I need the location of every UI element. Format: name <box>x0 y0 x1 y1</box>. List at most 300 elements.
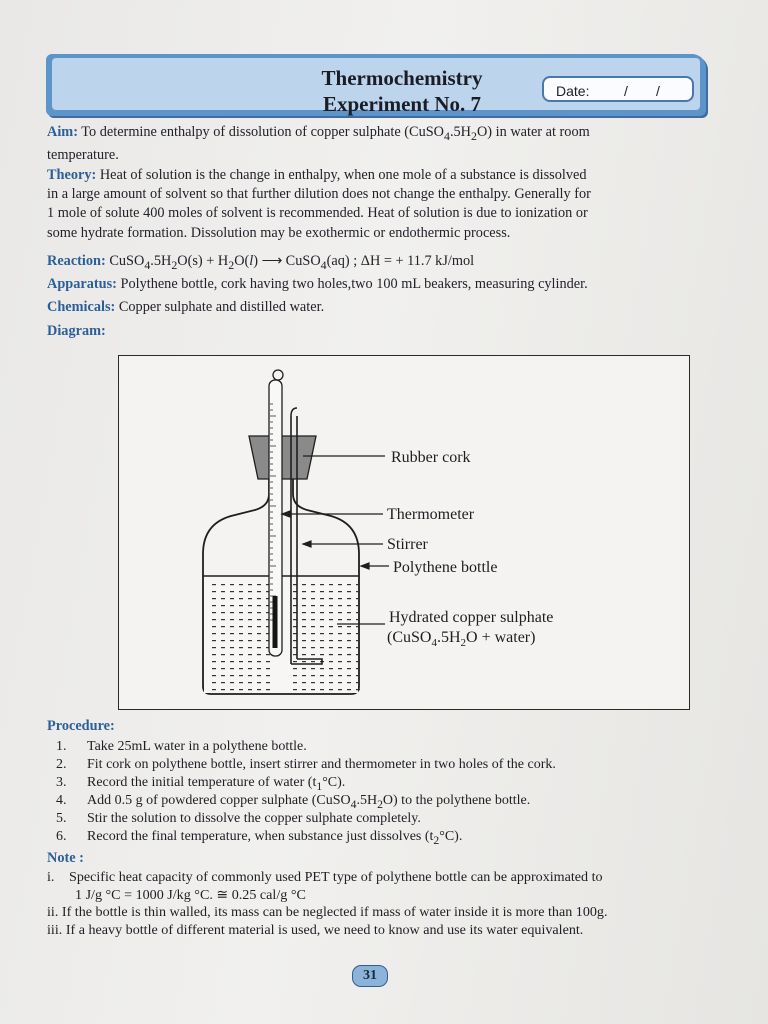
note-number: i. <box>47 869 55 885</box>
solution-particle <box>221 689 225 690</box>
solution-particle <box>239 626 243 627</box>
solution-particle <box>302 598 306 599</box>
solution-particle <box>302 633 306 634</box>
solution-particle <box>356 626 360 627</box>
solution-particle <box>338 591 342 592</box>
step-text: Stir the solution to dissolve the copper sulphate completely. <box>87 811 421 827</box>
solution-particle <box>311 675 315 676</box>
solution-particle <box>356 675 360 676</box>
solution-particle <box>230 668 234 669</box>
stirrer-hook <box>291 408 297 416</box>
solution-particle <box>311 584 315 585</box>
solution-particle <box>248 626 252 627</box>
solution-particle <box>338 640 342 641</box>
solution-particle <box>311 598 315 599</box>
solution-particle <box>347 605 351 606</box>
solution-particle <box>329 647 333 648</box>
solution-particle <box>239 647 243 648</box>
solution-particle <box>302 626 306 627</box>
note-text: Specific heat capacity of commonly used PET type of polythene bottle can be approximated to <box>69 869 603 885</box>
theory-line-1 <box>47 166 709 185</box>
note-item <box>47 904 717 922</box>
chemicals-label: Chemicals: <box>47 299 116 315</box>
solution-particle <box>311 591 315 592</box>
solution-particle <box>257 591 261 592</box>
apparatus-text: Polythene bottle, cork having two holes,two 100 mL beakers, measuring cylinder. <box>116 276 588 292</box>
solution-particle <box>230 605 234 606</box>
solution-particle <box>248 654 252 655</box>
solution-particle <box>347 668 351 669</box>
solution-particle <box>248 689 252 690</box>
solution-particle <box>302 591 306 592</box>
solution-particle <box>221 598 225 599</box>
thermometer-mercury <box>273 596 278 648</box>
solution-particle <box>221 654 225 655</box>
solution-particle <box>311 654 315 655</box>
aim-line-1 <box>47 123 709 146</box>
label-polythene-bottle: Polythene bottle <box>393 559 498 576</box>
date-separator: / <box>624 83 628 99</box>
solution-particle <box>212 612 216 613</box>
solution-particle <box>338 605 342 606</box>
solution-particle <box>230 612 234 613</box>
solution-particle <box>248 661 252 662</box>
apparatus-diagram <box>118 355 690 710</box>
solution-particle <box>221 619 225 620</box>
subscript: 2 <box>471 128 477 143</box>
aim-line-2: temperature. <box>47 147 119 164</box>
note-text: If the bottle is thin walled, its mass can be neglected if mass of water inside it is more than 100g. <box>61 904 608 920</box>
date-box <box>542 76 694 102</box>
subscript: 2 <box>460 637 467 649</box>
formula-part: .5H <box>436 629 461 646</box>
solution-particle <box>212 633 216 634</box>
solution-particle <box>320 626 324 627</box>
solution-particle <box>266 689 270 690</box>
solution-particle <box>338 598 342 599</box>
procedure-step <box>56 774 706 792</box>
solution-particle <box>302 612 306 613</box>
label-solution: Hydrated copper sulphate <box>389 609 554 626</box>
solution-particle <box>329 682 333 683</box>
reaction-text: O( <box>234 253 250 269</box>
solution-particle <box>212 640 216 641</box>
reaction-text: CuSO <box>282 253 321 269</box>
solution-particle <box>302 682 306 683</box>
solution-particle <box>329 598 333 599</box>
solution-particle <box>311 633 315 634</box>
solution-particle <box>248 619 252 620</box>
solution-particle <box>347 654 351 655</box>
label-rubber-cork: Rubber cork <box>391 449 471 466</box>
solution-particle <box>266 654 270 655</box>
solution-particle <box>257 661 261 662</box>
solution-particle <box>212 619 216 620</box>
procedure-step <box>56 810 706 828</box>
formula-part: (CuSO <box>387 629 432 646</box>
solution-particle <box>221 682 225 683</box>
note-text: If a heavy bottle of different material is used, we need to know and use its water equivalent. <box>65 921 584 938</box>
solution-particle <box>221 605 225 606</box>
theory-line-3: 1 mole of solute 400 moles of solvent is recommended. Heat of solution is due to ionization or <box>47 205 588 222</box>
aim-text: O) in water at room <box>476 124 590 140</box>
reaction-text: CuSO <box>105 253 145 269</box>
solution-particle <box>239 675 243 676</box>
apparatus-diagram-svg <box>119 356 689 709</box>
solution-particle <box>347 689 351 690</box>
solution-particle <box>329 619 333 620</box>
solution-particle <box>230 675 234 676</box>
solution-particle <box>212 675 216 676</box>
solution-particle <box>347 675 351 676</box>
solution-particle <box>347 640 351 641</box>
solution-particle <box>248 633 252 634</box>
step-text: Fit cork on polythene bottle, insert stirrer and thermometer in two holes of the cork. <box>87 757 556 773</box>
solution-particle <box>347 612 351 613</box>
solution-particle <box>230 647 234 648</box>
step-text: .5H <box>356 793 378 809</box>
solution-particle <box>239 654 243 655</box>
solution-particle <box>329 640 333 641</box>
solution-particle <box>356 689 360 690</box>
solution-particle <box>248 605 252 606</box>
chapter-title: Thermochemistry <box>321 66 483 90</box>
solution-particle <box>212 661 216 662</box>
solution-particle <box>257 647 261 648</box>
solution-particle <box>329 626 333 627</box>
solution-particle <box>239 640 243 641</box>
arrowhead <box>361 563 369 569</box>
solution-particle <box>248 612 252 613</box>
solution-particle <box>230 640 234 641</box>
solution-particle <box>257 668 261 669</box>
theory-line-4: some hydrate formation. Dissolution may be exothermic or endothermic process. <box>47 224 511 241</box>
solution-particle <box>356 654 360 655</box>
title-banner <box>46 54 706 116</box>
solution-particle <box>338 654 342 655</box>
diagram-label: Diagram: <box>47 323 106 339</box>
solution-particle <box>257 654 261 655</box>
solution-particle <box>356 647 360 648</box>
solution-particle <box>338 633 342 634</box>
reaction-text: ) <box>253 253 259 269</box>
subscript: 4 <box>431 637 437 649</box>
solution-particle <box>356 605 360 606</box>
solution-particle <box>239 584 243 585</box>
solution-particle <box>230 682 234 683</box>
solution-particle <box>257 619 261 620</box>
solution-particle <box>293 661 297 662</box>
solution-particle <box>212 689 216 690</box>
solution-particle <box>356 584 360 585</box>
solution-particle <box>221 647 225 648</box>
step-text: Record the final temperature, when substance just dissolves (t <box>87 829 434 845</box>
arrowhead <box>282 511 290 517</box>
procedure-label: Procedure: <box>47 718 115 734</box>
solution-particle <box>311 619 315 620</box>
subscript: 4 <box>350 798 357 812</box>
step-number: 4. <box>56 793 67 809</box>
solution-particle <box>257 633 261 634</box>
solution-particle <box>257 640 261 641</box>
solution-particle <box>329 689 333 690</box>
solution-particle <box>320 591 324 592</box>
solution-particle <box>257 626 261 627</box>
solution-particle <box>320 612 324 613</box>
solution-particle <box>239 591 243 592</box>
solution-particle <box>293 682 297 683</box>
theory-text: Heat of solution is the change in enthalpy, when one mole of a substance is dissolved <box>96 167 587 183</box>
solution-particle <box>239 612 243 613</box>
subscript: 2 <box>171 257 178 272</box>
solution-particle <box>212 598 216 599</box>
solution-particle <box>248 647 252 648</box>
aim-text: .5H <box>449 124 472 140</box>
solution-particle <box>221 626 225 627</box>
solution-particle <box>257 612 261 613</box>
solution-particle <box>221 633 225 634</box>
reaction-arrow: ⟶ <box>261 253 283 269</box>
solution-particle <box>266 668 270 669</box>
solution-particle <box>302 605 306 606</box>
solution-particle <box>338 619 342 620</box>
step-text: °C). <box>439 829 463 845</box>
solution-particle <box>212 626 216 627</box>
solution-particle <box>347 598 351 599</box>
solution-particle <box>212 668 216 669</box>
solution-particle <box>230 654 234 655</box>
subscript: 4 <box>444 128 450 143</box>
solution-particle <box>338 584 342 585</box>
solution-particle <box>347 633 351 634</box>
solution-particle <box>320 584 324 585</box>
solution-particle <box>338 612 342 613</box>
solution-particle <box>311 647 315 648</box>
step-text: Take 25mL water in a polythene bottle. <box>87 739 307 754</box>
solution-particle <box>302 619 306 620</box>
solution-particle <box>221 661 225 662</box>
solution-particle <box>221 612 225 613</box>
solution-particle <box>248 598 252 599</box>
note-item <box>47 869 717 904</box>
solution-particle <box>320 605 324 606</box>
solution-particle <box>329 654 333 655</box>
reaction-text: .5H <box>150 253 172 269</box>
title-banner-inner <box>52 58 700 116</box>
solution-particle <box>221 675 225 676</box>
solution-particle <box>302 675 306 676</box>
label-stirrer: Stirrer <box>387 536 428 553</box>
formula-part: O + water) <box>466 629 536 646</box>
solution-particle <box>221 584 225 585</box>
solution-particle <box>356 640 360 641</box>
solution-particle <box>320 647 324 648</box>
solution-particle <box>338 661 342 662</box>
solution-particle <box>347 682 351 683</box>
step-number: 5. <box>56 811 67 827</box>
solution-particle <box>212 654 216 655</box>
solution-particle <box>356 598 360 599</box>
solution-particle <box>311 668 315 669</box>
solution-particle <box>311 682 315 683</box>
solution-particle <box>320 654 324 655</box>
solution-particle <box>311 626 315 627</box>
step-text: Add 0.5 g of powdered copper sulphate (CuSO <box>87 793 351 809</box>
chemicals-text: Copper sulphate and distilled water. <box>115 299 325 315</box>
solution-particle <box>320 675 324 676</box>
page-number: 31 <box>352 965 388 987</box>
subscript: 2 <box>377 798 383 812</box>
solution-particle <box>248 584 252 585</box>
date-separator: / <box>656 83 660 99</box>
solution-particle <box>347 591 351 592</box>
solution-particle <box>347 626 351 627</box>
theory-line-2: in a large amount of solvent so that further dilution does not change the enthalpy. Generally for <box>47 186 591 203</box>
subscript: 2 <box>228 257 235 272</box>
solution-particle <box>239 689 243 690</box>
arrowhead <box>303 541 311 547</box>
solution-particle <box>302 584 306 585</box>
solution-particle <box>347 647 351 648</box>
step-number: 6. <box>56 829 67 845</box>
solution-particle <box>356 612 360 613</box>
solution-particle <box>293 675 297 676</box>
solution-particle <box>248 668 252 669</box>
solution-particle <box>248 682 252 683</box>
solution-particle <box>230 619 234 620</box>
solution-particle <box>248 591 252 592</box>
solution-particle <box>311 605 315 606</box>
solution-particle <box>311 640 315 641</box>
reaction-text: O(s) + H <box>177 253 229 269</box>
note-text: 1 J/g °C = 1000 J/kg °C. ≅ 0.25 cal/g °C <box>75 886 306 903</box>
solution-particle <box>266 682 270 683</box>
solution-particle <box>257 584 261 585</box>
solution-particle <box>239 661 243 662</box>
solution-particle <box>257 689 261 690</box>
solution-particle <box>212 647 216 648</box>
note-label: Note : <box>47 850 84 866</box>
solution-particle <box>257 598 261 599</box>
solution-particle <box>230 591 234 592</box>
solution-particle <box>356 682 360 683</box>
aim-label: Aim: <box>47 124 78 140</box>
solution-particle <box>230 661 234 662</box>
solution-particle <box>329 633 333 634</box>
solution-particle <box>329 605 333 606</box>
subscript: 1 <box>316 779 323 793</box>
solution-particle <box>302 661 306 662</box>
step-number: 2. <box>56 757 67 773</box>
step-number: 1. <box>56 739 67 754</box>
solution-particle <box>266 675 270 676</box>
reaction-text: l <box>249 253 254 269</box>
solution-particle <box>329 668 333 669</box>
solution-particle <box>347 661 351 662</box>
solution-particle <box>212 682 216 683</box>
date-label: Date: <box>556 83 590 99</box>
label-solution-formula <box>387 629 535 649</box>
solution-particle <box>239 633 243 634</box>
solution-particle <box>239 619 243 620</box>
solution-particle <box>302 640 306 641</box>
subscript: 2 <box>433 834 440 848</box>
solution-particle <box>221 668 225 669</box>
procedure-step <box>56 756 706 774</box>
solution-particle <box>320 633 324 634</box>
solution-particle <box>311 612 315 613</box>
solution-particle <box>338 626 342 627</box>
solution-particle <box>320 640 324 641</box>
procedure-list <box>56 738 706 847</box>
solution-particle <box>329 661 333 662</box>
reaction-section <box>47 252 709 275</box>
reaction-text: (aq) ; ΔH = + 11.7 kJ/mol <box>326 253 475 269</box>
diagram-heading <box>47 322 709 341</box>
solution-particle <box>212 605 216 606</box>
solution-particle <box>230 633 234 634</box>
solution-particle <box>338 647 342 648</box>
note-number: ii. <box>47 904 59 920</box>
experiment-title: Experiment No. 7 <box>322 92 482 116</box>
solution-particle <box>257 675 261 676</box>
solution-particle <box>221 640 225 641</box>
solution-particle <box>239 668 243 669</box>
step-text: Record the initial temperature of water (t <box>87 775 317 791</box>
solution-particle <box>347 584 351 585</box>
solution-particle <box>356 661 360 662</box>
theory-section <box>47 166 709 243</box>
solution-particle <box>347 619 351 620</box>
solution-particle <box>221 591 225 592</box>
solution-particle <box>239 605 243 606</box>
aim-section <box>47 123 709 165</box>
reaction-label: Reaction: <box>47 253 106 269</box>
solution-particle <box>293 689 297 690</box>
chemicals-section <box>47 298 709 317</box>
solution-particle <box>338 668 342 669</box>
solution-particle <box>248 640 252 641</box>
procedure-step <box>56 828 706 846</box>
solution-particle <box>230 584 234 585</box>
note-list <box>47 869 717 939</box>
solution-particle <box>338 675 342 676</box>
solution-particle <box>311 661 315 662</box>
solution-particle <box>356 619 360 620</box>
solution-particle <box>257 682 261 683</box>
solution-particle <box>356 591 360 592</box>
aim-text: To determine enthalpy of dissolution of copper sulphate (CuSO <box>77 124 444 140</box>
solution-particle <box>266 661 270 662</box>
note-item <box>47 922 717 940</box>
solution-particle <box>239 598 243 599</box>
step-text: °C). <box>322 775 346 791</box>
solution-particle <box>320 689 324 690</box>
apparatus-section <box>47 275 709 294</box>
solution-particle <box>329 584 333 585</box>
solution-particle <box>212 591 216 592</box>
procedure-heading <box>47 717 709 736</box>
solution-particle <box>293 668 297 669</box>
subscript: 4 <box>320 257 327 272</box>
solution-particle <box>302 654 306 655</box>
thermometer-top-ring <box>273 370 283 380</box>
solution-particle <box>302 647 306 648</box>
solution-particle <box>338 682 342 683</box>
solution-particle <box>248 675 252 676</box>
solution-particle <box>302 668 306 669</box>
solution-particle <box>230 626 234 627</box>
